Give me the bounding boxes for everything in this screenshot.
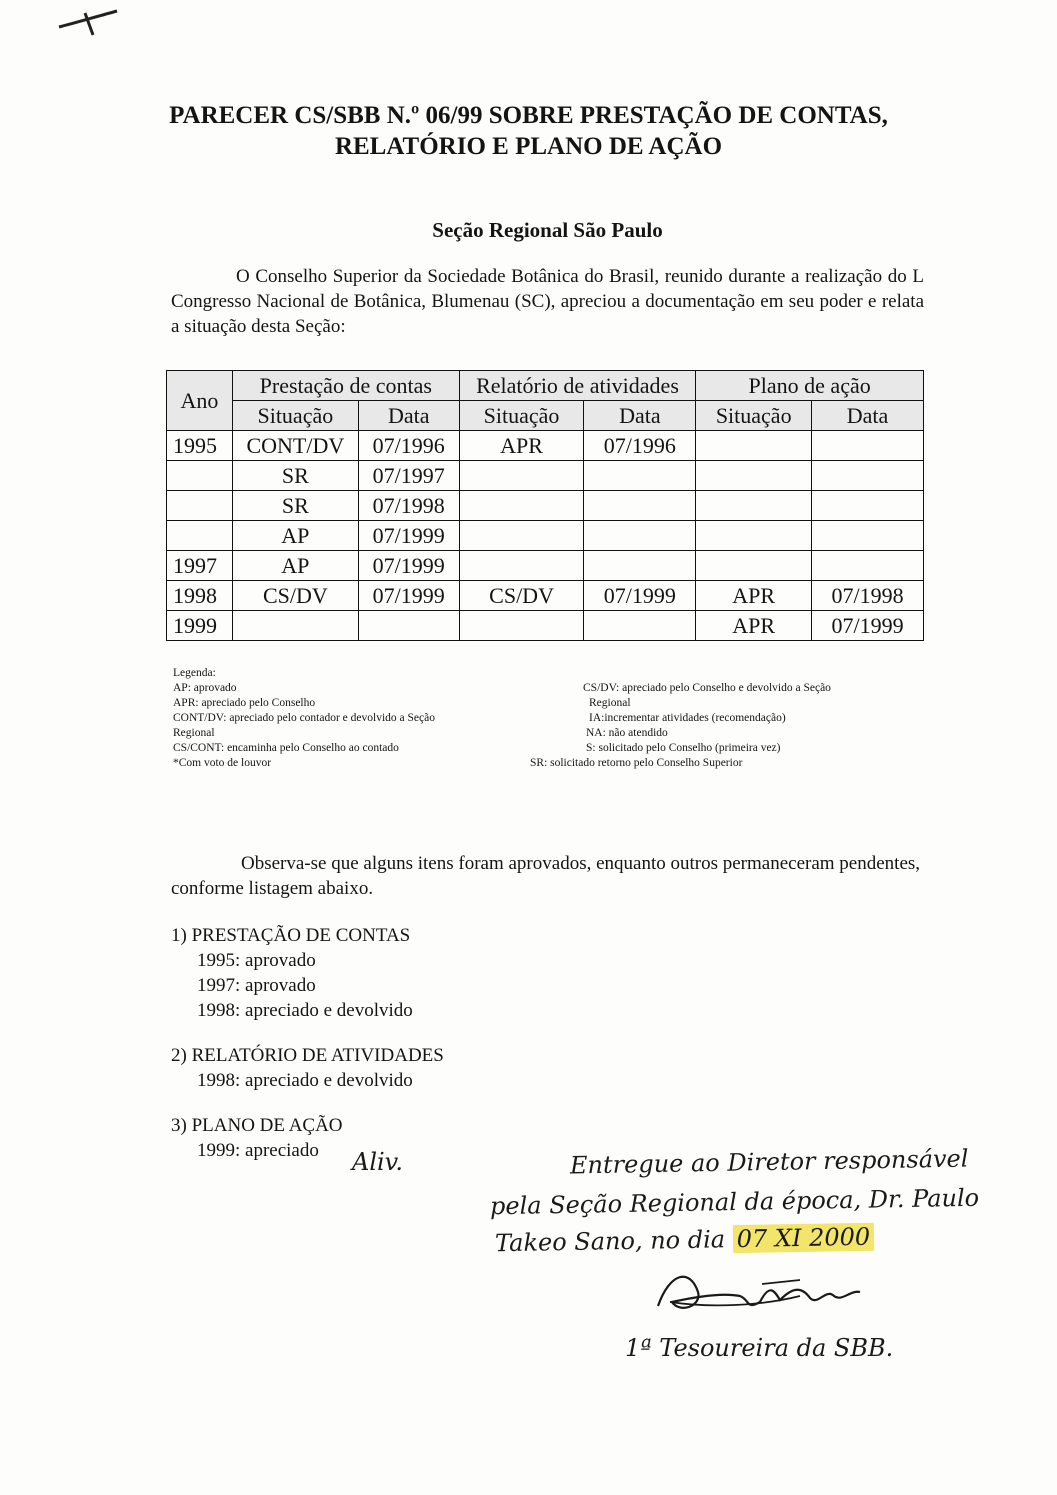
list-item: 1998: apreciado e devolvido [197, 1070, 413, 1091]
cell: 07/1997 [358, 461, 459, 491]
cell-ano: 1995 [167, 431, 233, 461]
legend-item: IA:incrementar atividades (recomendação) [589, 712, 786, 724]
table-header-top [167, 371, 924, 401]
legend-item: CS/DV: apreciado pelo Conselho e devolvido a Seção [583, 682, 831, 694]
cell [812, 491, 924, 521]
handwritten-date: 07 XI 2000 [732, 1223, 874, 1253]
table-row [167, 521, 924, 551]
cell: CS/DV [232, 581, 358, 611]
cell [812, 521, 924, 551]
section-heading: Seção Regional São Paulo [432, 218, 663, 242]
cell: 07/1999 [358, 551, 459, 581]
table-row [167, 581, 924, 611]
table-row [167, 461, 924, 491]
handwritten-initials: Aliv. [352, 1148, 404, 1176]
cell [232, 611, 358, 641]
pending-list [171, 923, 671, 1163]
cell [584, 551, 696, 581]
signature-icon [650, 1262, 890, 1322]
cell [696, 431, 812, 461]
table-row [167, 611, 924, 641]
handwritten-note-line1: Entregue ao Diretor responsável [569, 1144, 969, 1180]
header-data: Data [812, 401, 924, 431]
header-data: Data [584, 401, 696, 431]
cell [459, 551, 584, 581]
cell [358, 611, 459, 641]
legend-item: S: solicitado pelo Conselho (primeira vez) [586, 742, 781, 754]
handwritten-note-line2: pela Seção Regional da época, Dr. Paulo [489, 1183, 980, 1221]
cell: APR [459, 431, 584, 461]
legend-item: APR: apreciado pelo Conselho [173, 697, 316, 709]
intro-text: O Conselho Superior da Sociedade Botânica do Brasil, reunido durante a realização do L Congresso Nacional de Botânica, Blumenau (SC), apreciou a documentação em seu poder e relata a situação desta Seção: [171, 266, 924, 337]
cell [696, 491, 812, 521]
cell [812, 551, 924, 581]
cell: 07/1999 [358, 521, 459, 551]
cell [459, 491, 584, 521]
header-plano: Plano de ação [696, 371, 924, 401]
header-prestacao: Prestação de contas [232, 371, 459, 401]
legend-item: CS/CONT: encaminha pelo Conselho ao contado [173, 742, 399, 754]
observation-text: Observa-se que alguns itens foram aprovados, enquanto outros permaneceram pendentes, conforme listagem abaixo. [171, 853, 921, 899]
table-row [167, 431, 924, 461]
cell: 07/1999 [584, 581, 696, 611]
cell [459, 521, 584, 551]
cell: CONT/DV [232, 431, 358, 461]
cell-ano [167, 461, 233, 491]
handwritten-note-line3 [495, 1223, 875, 1258]
legend-right [530, 681, 910, 771]
signer-title: 1ª Tesoureira da SBB. [625, 1334, 894, 1362]
cell: SR [232, 461, 358, 491]
cell: APR [696, 581, 812, 611]
header-relatorio: Relatório de atividades [459, 371, 696, 401]
list-heading-prestacao: 1) PRESTAÇÃO DE CONTAS [171, 925, 411, 946]
cell [584, 461, 696, 491]
list-item: 1998: apreciado e devolvido [197, 1000, 413, 1021]
cell [584, 491, 696, 521]
header-situacao: Situação [696, 401, 812, 431]
list-item: 1999: apreciado [197, 1140, 319, 1161]
cell [459, 461, 584, 491]
cell-ano: 1997 [167, 551, 233, 581]
cell: AP [232, 521, 358, 551]
legend-item: Regional [173, 727, 215, 739]
document-title-line2: RELATÓRIO E PLANO DE AÇÃO [334, 133, 723, 160]
cell: 07/1998 [812, 581, 924, 611]
cell: 07/1996 [584, 431, 696, 461]
table-header-sub [167, 401, 924, 431]
cell [812, 431, 924, 461]
legend-item: CONT/DV: apreciado pelo contador e devolvido a Seção [173, 712, 435, 724]
cell: SR [232, 491, 358, 521]
handwritten-note-line3-text: Takeo Sano, no dia [494, 1225, 726, 1258]
header-situacao: Situação [232, 401, 358, 431]
cell: 07/1999 [812, 611, 924, 641]
legend-item: SR: solicitado retorno pelo Conselho Superior [530, 757, 743, 769]
legend-item: NA: não atendido [586, 727, 668, 739]
cell-ano [167, 521, 233, 551]
cell [584, 521, 696, 551]
pen-mark-icon [55, 5, 125, 40]
cell [584, 611, 696, 641]
document-title-line1: PARECER CS/SBB N.º 06/99 SOBRE PRESTAÇÃO DE CONTAS, [169, 102, 888, 129]
legend-item: *Com voto de louvor [173, 757, 272, 769]
cell: 07/1996 [358, 431, 459, 461]
legend-heading: Legenda: [173, 667, 216, 679]
legend-item: Regional [589, 697, 631, 709]
cell-ano: 1999 [167, 611, 233, 641]
table-row [167, 491, 924, 521]
intro-paragraph [171, 264, 924, 339]
cell [696, 551, 812, 581]
cell [459, 611, 584, 641]
table-row [167, 551, 924, 581]
list-heading-plano: 3) PLANO DE AÇÃO [171, 1115, 343, 1136]
cell: APR [696, 611, 812, 641]
cell: 07/1998 [358, 491, 459, 521]
cell-ano [167, 491, 233, 521]
header-situacao: Situação [459, 401, 584, 431]
header-ano: Ano [167, 371, 233, 431]
legend-item: AP: aprovado [173, 682, 237, 694]
header-data: Data [358, 401, 459, 431]
observation-paragraph [171, 851, 924, 901]
cell: AP [232, 551, 358, 581]
list-heading-relatorio: 2) RELATÓRIO DE ATIVIDADES [171, 1045, 444, 1066]
cell: 07/1999 [358, 581, 459, 611]
cell [696, 521, 812, 551]
status-table [166, 370, 924, 641]
list-item: 1995: aprovado [197, 950, 316, 971]
cell [696, 461, 812, 491]
list-item: 1997: aprovado [197, 975, 316, 996]
legend-left [173, 666, 503, 771]
cell [812, 461, 924, 491]
cell-ano: 1998 [167, 581, 233, 611]
cell: CS/DV [459, 581, 584, 611]
